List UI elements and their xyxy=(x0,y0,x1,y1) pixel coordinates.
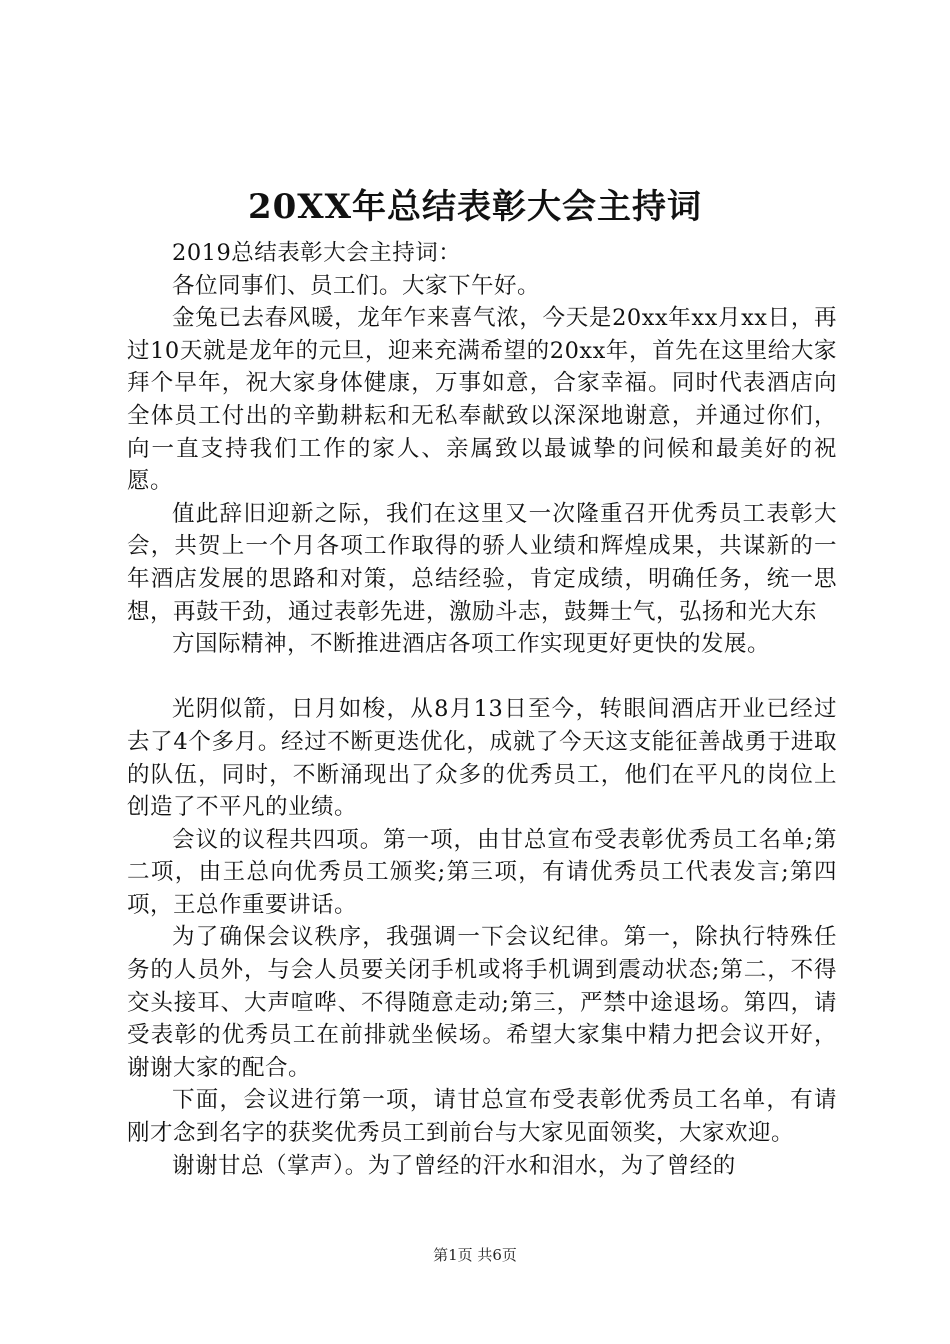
document-title: 20XX年总结表彰大会主持词 xyxy=(247,187,703,227)
paragraph-thanks: 谢谢甘总（掌声）。为了曾经的汗水和泪水，为了曾经的 xyxy=(172,1152,736,1179)
paragraph-discipline: 为了确保会议秩序，我强调一下会议纪律。第一，除执行特殊任务的人员外，与会人员要关闭手机或将手机调到震动状态;第二，不得交头接耳、大声喧哗、不得随意走动;第三，严禁中途退场。第四，请受表彰的优秀员工在前排就坐候场。希望大家集中精力把会议开好，谢谢大家的配合。 xyxy=(127,924,837,1081)
paragraph-greeting: 各位同事们、员工们。大家下午好。 xyxy=(172,272,541,299)
paragraph-agenda: 会议的议程共四项。第一项，由甘总宣布受表彰优秀员工名单;第二项，由王总向优秀员工颁奖;第三项，有请优秀员工代表发言;第四项，王总作重要讲话。 xyxy=(127,826,837,918)
paragraph-meeting-purpose: 值此辞旧迎新之际，我们在这里又一次隆重召开优秀员工表彰大会，共贺上一个月各项工作取得的骄人业绩和辉煌成果，共谋新的一年酒店发展的思路和对策，总结经验，肯定成绩，明确任务，统一思想，再鼓干劲，通过表彰先进，激励斗志，鼓舞士气，弘扬和光大东 xyxy=(127,500,837,625)
paragraph-heading: 2019总结表彰大会主持词： xyxy=(172,240,462,266)
paragraph-new-year-wishes: 金兔已去春风暖，龙年乍来喜气浓，今天是20xx年xx月xx日，再过10天就是龙年的元旦，迎来充满希望的20xx年，首先在这里给大家拜个早年，祝大家身体健康，万事如意，合家幸福。同时代表酒店向全体员工付出的辛勤耕耘和无私奉献致以深深地谢意，并通过你们，向一直支持我们工作的家人、亲属致以最诚挚的问候和最美好的祝愿。 xyxy=(127,305,837,495)
paragraph-meeting-purpose-cont: 方国际精神，不断推进酒店各项工作实现更好更快的发展。 xyxy=(172,631,771,658)
page-number-footer: 第1页 共6页 xyxy=(433,1246,517,1264)
paragraph-spacer xyxy=(127,661,837,694)
document-body xyxy=(127,237,837,1182)
paragraph-first-item: 下面，会议进行第一项，请甘总宣布受表彰优秀员工名单，有请刚才念到名字的获奖优秀员工到前台与大家见面领奖，大家欢迎。 xyxy=(127,1087,837,1147)
paragraph-time-review: 光阴似箭，日月如梭，从8月13日至今，转眼间酒店开业已经过去了4个多月。经过不断更迭优化，成就了今天这支能征善战勇于进取的队伍，同时，不断涌现出了众多的优秀员工，他们在平凡的岗位上创造了不平凡的业绩。 xyxy=(127,696,837,821)
